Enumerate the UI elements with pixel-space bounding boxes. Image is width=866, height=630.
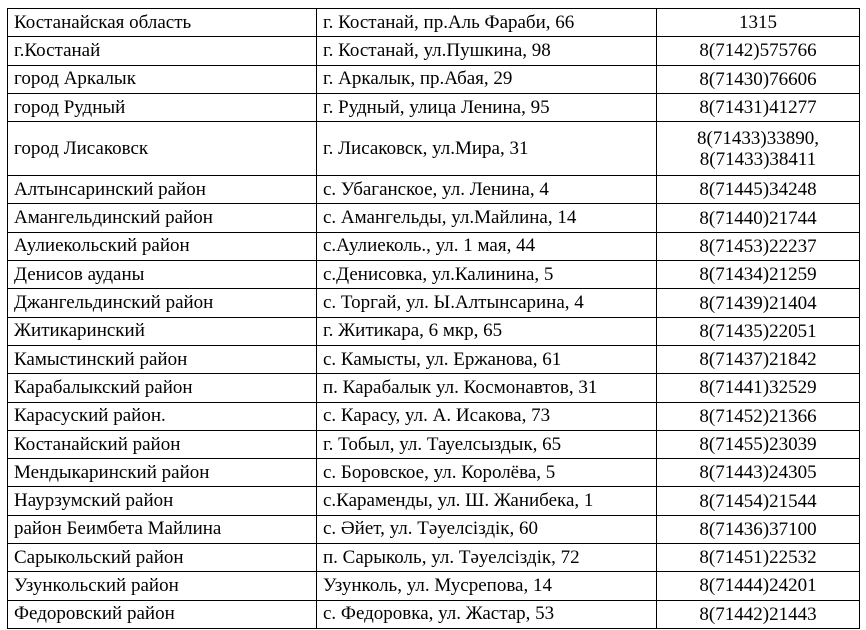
region-cell: Карасуский район. — [8, 402, 317, 430]
region-cell: Денисов ауданы — [8, 261, 317, 289]
phone-number: 8(71440)21744 — [699, 207, 817, 229]
phone-cell — [657, 289, 860, 317]
region-cell: город Рудный — [8, 93, 317, 121]
address-cell: с. Убаганское, ул. Ленина, 4 — [317, 176, 657, 204]
table-row — [8, 93, 860, 121]
phone-number: 8(71439)21404 — [699, 292, 817, 314]
phone-number: 8(71454)21544 — [699, 490, 817, 512]
phone-cell — [657, 572, 860, 600]
region-cell: Алтынсаринский район — [8, 176, 317, 204]
table-row — [8, 572, 860, 600]
table-row — [8, 374, 860, 402]
address-cell: г. Костанай, ул.Пушкина, 98 — [317, 37, 657, 65]
region-cell: Камыстинский район — [8, 345, 317, 373]
table-row — [8, 37, 860, 65]
region-cell: Мендыкаринский район — [8, 459, 317, 487]
address-cell: г. Житикара, 6 мкр, 65 — [317, 317, 657, 345]
region-cell: Костанайская область — [8, 9, 317, 37]
phone-number: 8(71434)21259 — [699, 264, 817, 286]
region-cell: Сарыкольский район — [8, 544, 317, 572]
address-cell: с. Амангельды, ул.Майлина, 14 — [317, 204, 657, 232]
phone-cell — [657, 37, 860, 65]
address-cell: г. Лисаковск, ул.Мира, 31 — [317, 122, 657, 176]
phone-cell — [657, 93, 860, 121]
phone-number: 8(7142)575766 — [699, 40, 817, 62]
phone-number: 8(71443)24305 — [699, 462, 817, 484]
region-cell: Узункольский район — [8, 572, 317, 600]
table-row — [8, 317, 860, 345]
region-cell: район Беимбета Майлина — [8, 515, 317, 543]
table-row — [8, 345, 860, 373]
address-cell: с.Денисовка, ул.Калинина, 5 — [317, 261, 657, 289]
table-row — [8, 289, 860, 317]
address-cell: с. Карасу, ул. А. Исакова, 73 — [317, 402, 657, 430]
address-cell: п. Сарыколь, ул. Тәуелсіздік, 72 — [317, 544, 657, 572]
table-row — [8, 430, 860, 458]
region-cell: Аулиекольский район — [8, 232, 317, 260]
region-cell: Костанайский район — [8, 430, 317, 458]
address-cell: Узунколь, ул. Мусрепова, 14 — [317, 572, 657, 600]
phone-cell — [657, 9, 860, 37]
phone-cell — [657, 544, 860, 572]
region-cell: город Лисаковск — [8, 122, 317, 176]
phone-number: 8(71444)24201 — [699, 575, 817, 597]
table-row — [8, 261, 860, 289]
address-cell: г. Тобыл, ул. Тауелсыздык, 65 — [317, 430, 657, 458]
phone-cell — [657, 600, 860, 628]
phone-cell — [657, 122, 860, 176]
region-cell: Федоровский район — [8, 600, 317, 628]
phone-number: 8(71436)37100 — [699, 518, 817, 540]
phone-cell — [657, 65, 860, 93]
phone-cell — [657, 459, 860, 487]
phone-cell — [657, 515, 860, 543]
address-cell: п. Карабалык ул. Космонавтов, 31 — [317, 374, 657, 402]
phone-cell — [657, 487, 860, 515]
region-cell: Карабалыкский район — [8, 374, 317, 402]
phone-number: 8(71433)38411 — [699, 148, 817, 170]
phone-number: 8(71433)33890, — [697, 127, 819, 149]
table-row — [8, 544, 860, 572]
address-cell: с.Аулиеколь., ул. 1 мая, 44 — [317, 232, 657, 260]
table-row — [8, 176, 860, 204]
address-cell: г. Аркалык, пр.Абая, 29 — [317, 65, 657, 93]
region-cell: город Аркалык — [8, 65, 317, 93]
phone-cell — [657, 317, 860, 345]
table-row — [8, 515, 860, 543]
address-cell: г. Рудный, улица Ленина, 95 — [317, 93, 657, 121]
offices-table-body — [8, 9, 860, 629]
region-cell: Джангельдинский район — [8, 289, 317, 317]
address-cell: с. Камысты, ул. Ержанова, 61 — [317, 345, 657, 373]
address-cell: с. Боровское, ул. Королёва, 5 — [317, 459, 657, 487]
table-row — [8, 65, 860, 93]
region-cell: Амангельдинский район — [8, 204, 317, 232]
phone-cell — [657, 345, 860, 373]
phone-cell — [657, 204, 860, 232]
phone-cell — [657, 430, 860, 458]
offices-table — [7, 8, 860, 629]
phone-number: 8(71442)21443 — [699, 603, 817, 625]
address-cell: с. Федоровка, ул. Жастар, 53 — [317, 600, 657, 628]
phone-number: 8(71445)34248 — [699, 179, 817, 201]
region-cell: Житикаринский — [8, 317, 317, 345]
address-cell: с.Караменды, ул. Ш. Жанибека, 1 — [317, 487, 657, 515]
phone-number: 8(71452)21366 — [699, 405, 817, 427]
phone-cell — [657, 261, 860, 289]
phone-number: 8(71437)21842 — [699, 349, 817, 371]
phone-cell — [657, 176, 860, 204]
region-cell: Наурзумский район — [8, 487, 317, 515]
phone-number: 8(71455)23039 — [699, 434, 817, 455]
phone-number: 8(71441)32529 — [699, 377, 817, 399]
table-row — [8, 600, 860, 628]
phone-cell — [657, 402, 860, 430]
table-row — [8, 122, 860, 176]
phone-number: 8(71453)22237 — [699, 235, 817, 257]
table-row — [8, 232, 860, 260]
phone-number: 8(71451)22532 — [699, 547, 817, 569]
table-row — [8, 487, 860, 515]
table-row — [8, 402, 860, 430]
phone-cell — [657, 374, 860, 402]
address-cell: с. Әйет, ул. Тәуелсіздік, 60 — [317, 515, 657, 543]
address-cell: г. Костанай, пр.Аль Фараби, 66 — [317, 9, 657, 37]
phone-cell — [657, 232, 860, 260]
table-row — [8, 9, 860, 37]
phone-number: 8(71430)76606 — [699, 68, 817, 90]
phone-number: 8(71431)41277 — [699, 97, 817, 119]
table-row — [8, 204, 860, 232]
address-cell: с. Торгай, ул. Ы.Алтынсарина, 4 — [317, 289, 657, 317]
table-row — [8, 459, 860, 487]
phone-number: 8(71435)22051 — [699, 320, 817, 342]
phone-number: 1315 — [739, 12, 777, 34]
region-cell: г.Костанай — [8, 37, 317, 65]
